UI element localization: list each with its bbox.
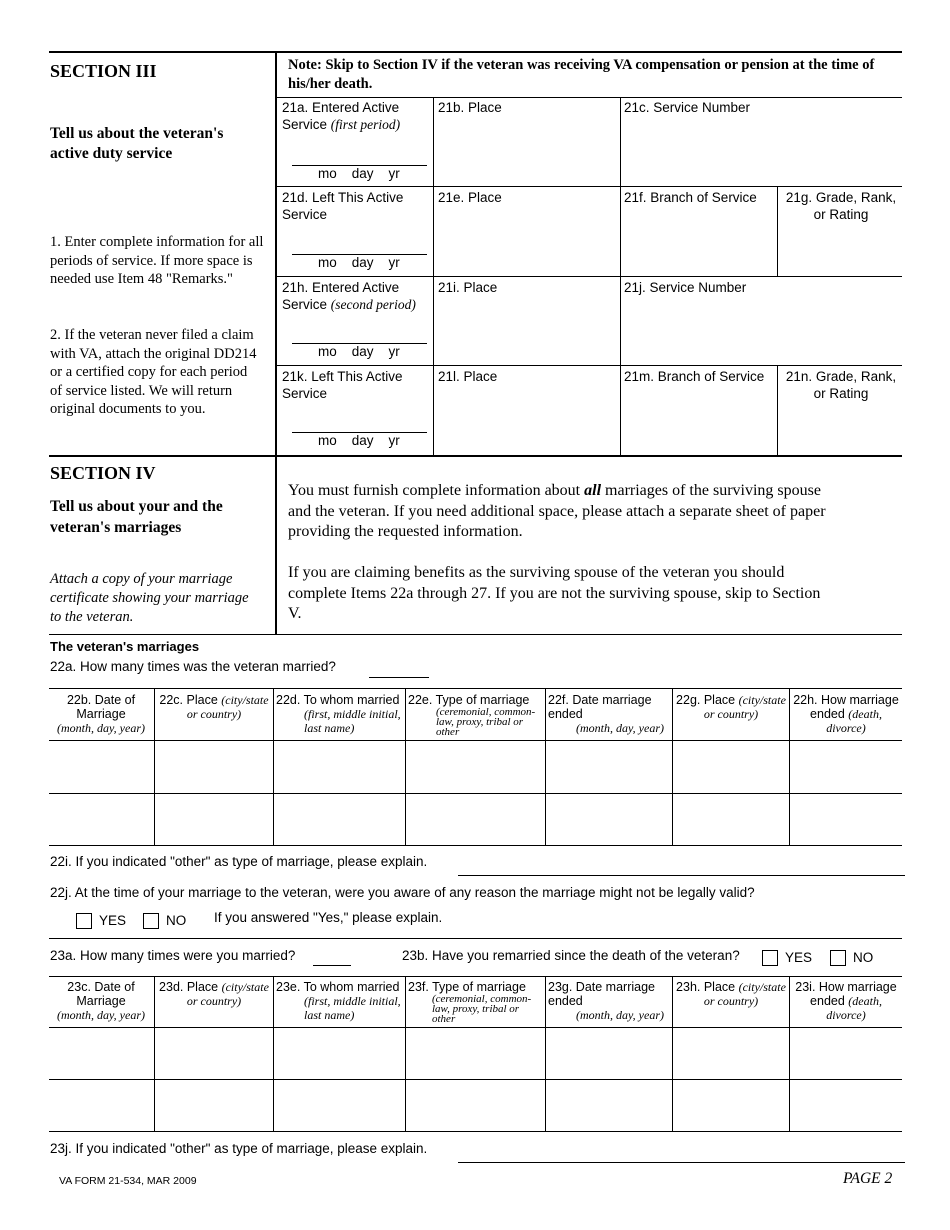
section-3-note: Note: Skip to Section IV if the veteran was receiving VA compensation or pension at the time of his/her death. [288, 57, 875, 92]
field-21a-label: 21a. Entered Active Service [282, 100, 400, 132]
checkbox-22j-yes[interactable] [76, 913, 92, 929]
date-hint-21k: mo day yr [318, 433, 400, 448]
section-4-paragraph-1: You must furnish complete information about all marriages of the surviving spouse and the veteran. If you need additional space, please attach a separate sheet of paper providing the requested information. [288, 482, 826, 540]
col-23d-place: 23d. Place (city/state or country) [159, 980, 269, 1008]
date-hint-21a: mo day yr [318, 166, 400, 181]
checkbox-23b-yes[interactable] [762, 950, 778, 966]
form-number: VA FORM 21-534, MAR 2009 [59, 1175, 197, 1187]
question-22i: 22i. If you indicated "other" as type of marriage, please explain. [50, 854, 428, 869]
field-21l-place[interactable]: 21l. Place [438, 369, 498, 384]
section-4-paragraph-2: If you are claiming benefits as the surviving spouse of the veteran you should complete Items 22a through 27. If you are not the surviving spouse, skip to Section V. [288, 564, 821, 622]
section-3-title: SECTION III [50, 61, 157, 81]
col-22e-type-of-marriage: 22e. Type of marriage (ceremonial, common-law, proxy, tribal or other [408, 693, 536, 738]
col-23g-date-marriage-ended: 23g. Date marriage ended (month, day, year) [548, 980, 664, 1022]
field-21a-period: (first period) [330, 117, 401, 132]
section-3-instruction-2: 2. If the veteran never filed a claim with VA, attach the original DD214 or a certified copy for each period of service listed. We will return original documents to you. [50, 327, 257, 417]
col-22f-date-marriage-ended: 22f. Date marriage ended (month, day, year) [548, 693, 664, 735]
section-3-heading: Tell us about the veteran's active duty service [50, 125, 224, 162]
answer-23j-line[interactable] [458, 1162, 905, 1163]
checkbox-22j-no[interactable] [143, 913, 159, 929]
field-21h-entered-active-service[interactable] [282, 279, 432, 313]
date-hint-21h: mo day yr [318, 344, 400, 359]
field-21h-period: (second period) [330, 297, 416, 312]
col-22b-date-of-marriage: 22b. Date of Marriage (month, day, year) [57, 693, 145, 735]
label-23b-no: NO [853, 950, 874, 965]
field-21j-service-number[interactable]: 21j. Service Number [624, 280, 747, 295]
field-21d-left-active-service[interactable]: 21d. Left This Active Service [282, 190, 404, 222]
field-21c-service-number[interactable]: 21c. Service Number [624, 100, 751, 115]
field-21f-branch[interactable]: 21f. Branch of Service [624, 190, 757, 205]
label-22j-no: NO [166, 913, 187, 928]
field-21n-grade[interactable]: 21n. Grade, Rank, or Rating [785, 369, 897, 401]
checkbox-23b-no[interactable] [830, 950, 846, 966]
label-22j-yes: YES [99, 913, 127, 928]
col-23i-how-marriage-ended: 23i. How marriage ended (death, divorce) [795, 980, 897, 1022]
label-23b-yes: YES [785, 950, 813, 965]
question-23a: 23a. How many times were you married? [50, 948, 296, 963]
answer-23a-line[interactable] [313, 965, 351, 966]
col-22g-place: 22g. Place (city/state or country) [676, 693, 786, 721]
question-23b: 23b. Have you remarried since the death of the veteran? [402, 948, 740, 963]
question-23j: 23j. If you indicated "other" as type of marriage, please explain. [50, 1141, 428, 1156]
section-4-heading: Tell us about your and the veteran's marriages [50, 498, 223, 536]
col-23c-date-of-marriage: 23c. Date of Marriage (month, day, year) [57, 980, 145, 1022]
answer-22i-line[interactable] [458, 875, 905, 876]
col-23f-type-of-marriage: 23f. Type of marriage (ceremonial, common-law, proxy, tribal or other [408, 980, 532, 1025]
section-3-instruction-1: 1. Enter complete information for all periods of service. If more space is needed use Item 48 "Remarks." [50, 234, 264, 287]
date-hint-21d: mo day yr [318, 255, 400, 270]
col-22c-place: 22c. Place (city/state or country) [159, 693, 269, 721]
field-21m-branch[interactable]: 21m. Branch of Service [624, 369, 765, 384]
question-22j: 22j. At the time of your marriage to the veteran, were you aware of any reason the marriage might not be legally valid? [50, 885, 755, 900]
section-4-title: SECTION IV [50, 463, 156, 483]
field-21e-place[interactable]: 21e. Place [438, 190, 502, 205]
page-number: PAGE 2 [843, 1170, 893, 1187]
col-23h-place: 23h. Place (city/state or country) [676, 980, 786, 1008]
field-21b-place[interactable]: 21b. Place [438, 100, 502, 115]
question-22a: 22a. How many times was the veteran married? [50, 659, 336, 674]
col-22h-how-marriage-ended: 22h. How marriage ended (death, divorce) [793, 693, 899, 735]
field-21h-label: 21h. Entered Active Service [282, 280, 400, 312]
explain-22j: If you answered "Yes," please explain. [214, 910, 443, 925]
veteran-marriages-title: The veteran's marriages [50, 639, 200, 654]
field-21i-place[interactable]: 21i. Place [438, 280, 498, 295]
section-4-attach-note: Attach a copy of your marriage certificate showing your marriage to the veteran. [50, 571, 249, 625]
field-21k-left-active-service[interactable]: 21k. Left This Active Service [282, 369, 403, 401]
field-21a-entered-active-service[interactable] [282, 99, 432, 133]
col-22d-to-whom-married: 22d. To whom married (first, middle initial, last name) [276, 693, 401, 735]
col-23e-to-whom-married: 23e. To whom married (first, middle initial, last name) [276, 980, 401, 1022]
field-21g-grade[interactable]: 21g. Grade, Rank, or Rating [785, 190, 897, 222]
answer-22a-line[interactable] [369, 677, 429, 678]
